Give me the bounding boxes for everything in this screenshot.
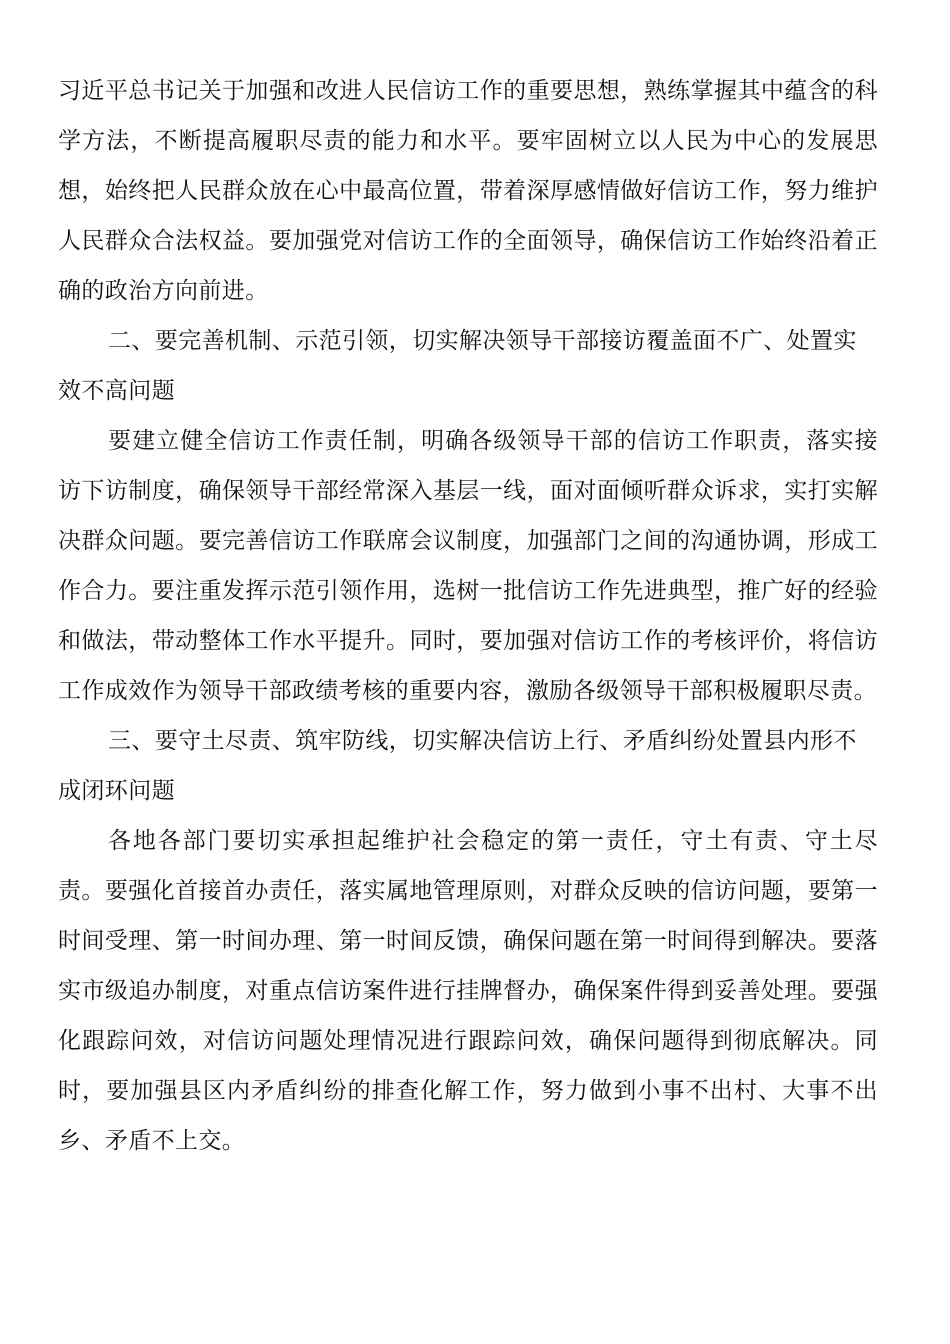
document-page <box>58 66 878 1166</box>
body-paragraph-section-3: 各地各部门要切实承担起维护社会稳定的第一责任，守土有责、守土尽责。要强化首接首办责任，落实属地管理原则，对群众反映的信访问题，要第一时间受理、第一时间办理、第一时间反馈，确保问题在第一时间得到解决。要落实市级追办制度，对重点信访案件进行挂牌督办，确保案件得到妥善处理。要强化跟踪问效，对信访问题处理情况进行跟踪问效，确保问题得到彻底解决。同时，要加强县区内矛盾纠纷的排查化解工作，努力做到小事不出村、大事不出乡、矛盾不上交。 <box>58 828 878 1154</box>
body-paragraph-section-2: 要建立健全信访工作责任制，明确各级领导干部的信访工作职责，落实接访下访制度，确保领导干部经常深入基层一线，面对面倾听群众诉求，实打实解决群众问题。要完善信访工作联席会议制度，加强部门之间的沟通协调，形成工作合力。要注重发挥示范引领作用，选树一批信访工作先进典型，推广好的经验和做法，带动整体工作水平提升。同时，要加强对信访工作的考核评价，将信访工作成效作为领导干部政绩考核的重要内容，激励各级领导干部积极履职尽责。 <box>58 428 878 704</box>
section-heading-3: 三、要守土尽责、筑牢防线，切实解决信访上行、矛盾纠纷处置县内形不成闭环问题 <box>58 728 857 804</box>
section-heading-2: 二、要完善机制、示范引领，切实解决领导干部接访覆盖面不广、处置实效不高问题 <box>58 328 857 404</box>
body-paragraph-continuation: 习近平总书记关于加强和改进人民信访工作的重要思想，熟练掌握其中蕴含的科学方法，不断提高履职尽责的能力和水平。要牢固树立以人民为中心的发展思想，始终把人民群众放在心中最高位置，带着深厚感情做好信访工作，努力维护人民群众合法权益。要加强党对信访工作的全面领导，确保信访工作始终沿着正确的政治方向前进。 <box>58 78 878 304</box>
